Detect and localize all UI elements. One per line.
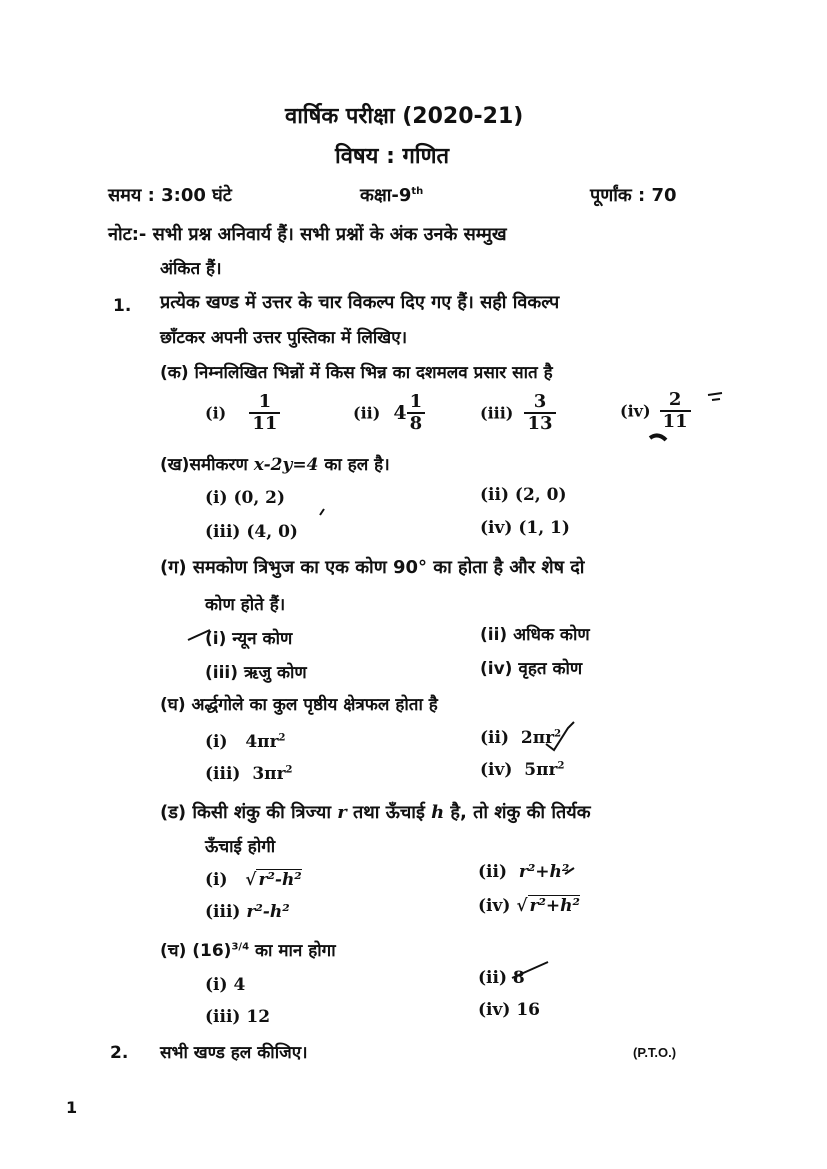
kha-text-pre: (ख)समीकरण: [160, 455, 254, 475]
option-label: (iv): [480, 760, 513, 780]
q1-nga-text-line2: ऊँचाई होगी: [205, 837, 276, 857]
q1-cha-option-2: (ii) 8: [478, 968, 525, 988]
tick-mark: [546, 722, 574, 750]
nga-text-a: (ड) किसी शंकु की त्रिज्या: [160, 802, 338, 823]
option-value: 4πr: [245, 732, 279, 752]
q1-instruction-line1: प्रत्येक खण्ड में उत्तर के चार विकल्प दिए गए हैं। सही विकल्प: [160, 292, 560, 313]
q1-cha-option-4: (iv) 16: [478, 1000, 540, 1020]
option-value: r²+h²: [518, 862, 570, 882]
q1-number: 1.: [113, 296, 132, 316]
tick-mark: [188, 630, 210, 640]
q1-instruction-line2: छाँटकर अपनी उत्तर पुस्तिका में लिखिए।: [160, 328, 408, 348]
equation: x-2y=4: [253, 455, 319, 475]
q1-cha-option-3: (iii) 12: [205, 1007, 271, 1027]
q1-ga-option-4: (iv) वृहत कोण: [480, 659, 583, 679]
option-label: (ii): [353, 403, 381, 423]
denominator: 11: [249, 412, 280, 434]
cha-text-post: का मान होगा: [249, 941, 336, 961]
option-label: (iii): [205, 764, 241, 784]
q1-kha-option-2: (ii) (2, 0): [480, 485, 567, 505]
option-label: (iv): [478, 896, 511, 916]
option-label: (ii): [480, 728, 510, 748]
cha-exponent: 3/4: [231, 941, 250, 953]
kha-text-post: का हल है।: [318, 455, 390, 475]
numerator: 1: [258, 391, 272, 412]
q1-nga-option-4: (iv) √ r²+h²: [478, 896, 580, 916]
option-exponent: 2: [278, 732, 286, 744]
q2-text: सभी खण्ड हल कीजिए।: [160, 1043, 308, 1063]
denominator: 11: [660, 410, 691, 432]
q1-kha-option-4: (iv) (1, 1): [480, 518, 570, 538]
whole-number: 4: [393, 401, 407, 424]
q1-ga-text-line1: (ग) समकोण त्रिभुज का एक कोण 90° का होता है और शेष दो: [160, 557, 585, 578]
var-r: r: [337, 802, 347, 823]
option-label: (i): [205, 732, 228, 752]
q1-ga-option-1: (i) न्यून कोण: [205, 629, 293, 649]
ink-blot: [650, 435, 666, 440]
option-value: 5πr: [524, 760, 558, 780]
max-marks: पूर्णांक : 70: [590, 185, 677, 206]
option-label: (iii): [480, 403, 514, 423]
ink-mark: [320, 509, 324, 515]
numerator: 2: [668, 389, 682, 410]
option-label: (iii): [205, 902, 241, 922]
q1-ka-text: (क) निम्नलिखित भिन्नों में किस भिन्न का दशमलव प्रसार सात है: [160, 363, 553, 383]
q1-gha-text: (घ) अर्द्धगोले का कुल पृष्ठीय क्षेत्रफल होता है: [160, 695, 438, 715]
q1-kha-option-1: (i) (0, 2): [205, 488, 286, 508]
q1-cha-option-1: (i) 4: [205, 975, 246, 995]
option-label: (i): [205, 403, 227, 423]
note-line2: अंकित हैं।: [160, 259, 222, 279]
denominator: 8: [407, 412, 426, 434]
q1-kha-option-3: (iii) (4, 0): [205, 522, 298, 542]
q1-nga-option-1: (i) √ r²-h²: [205, 870, 302, 890]
option-label: (i): [205, 870, 228, 890]
class-sup: th: [411, 186, 424, 197]
option-label: (ii): [478, 862, 508, 882]
denominator: 13: [524, 412, 555, 434]
option-value: r²-h²: [246, 902, 290, 922]
option-value: 3πr: [252, 764, 286, 784]
q2-number: 2.: [110, 1043, 129, 1063]
var-h: h: [431, 802, 445, 823]
numerator: 3: [533, 391, 547, 412]
page-number: 1: [66, 1098, 78, 1117]
exam-title: वार्षिक परीक्षा (2020-21): [285, 104, 524, 129]
tick-mark: [512, 962, 548, 978]
option-value: 2πr: [520, 728, 555, 748]
nga-text-c: है, तो शंकु की तिर्यक: [444, 802, 591, 823]
option-exponent: 2: [557, 760, 565, 772]
class-label: कक्षा-9: [360, 185, 412, 206]
option-label: (iv): [620, 401, 651, 421]
option-exponent: 2: [285, 764, 293, 776]
q1-ga-text-line2: कोण होते हैं।: [205, 595, 286, 615]
q1-ga-option-2: (ii) अधिक कोण: [480, 625, 590, 645]
time-info: समय : 3:00 घंटे: [108, 185, 232, 206]
option-exponent: 2: [554, 728, 562, 740]
option-value: r²-h²: [258, 870, 302, 890]
ink-mark: [708, 393, 722, 400]
subject-title: विषय : गणित: [335, 144, 450, 169]
tick-mark: [565, 868, 574, 874]
pto-label: (P.T.O.): [633, 1045, 677, 1060]
cha-text-pre: (च) (16): [160, 941, 232, 961]
nga-text-b: तथा ऊँचाई: [346, 802, 432, 823]
numerator: 1: [409, 391, 423, 412]
q1-ga-option-3: (iii) ऋजु कोण: [205, 663, 307, 683]
option-value: r²+h²: [529, 896, 580, 916]
note-line1: नोट:- सभी प्रश्न अनिवार्य हैं। सभी प्रश्नों के अंक उनके सम्मुख: [108, 224, 507, 245]
